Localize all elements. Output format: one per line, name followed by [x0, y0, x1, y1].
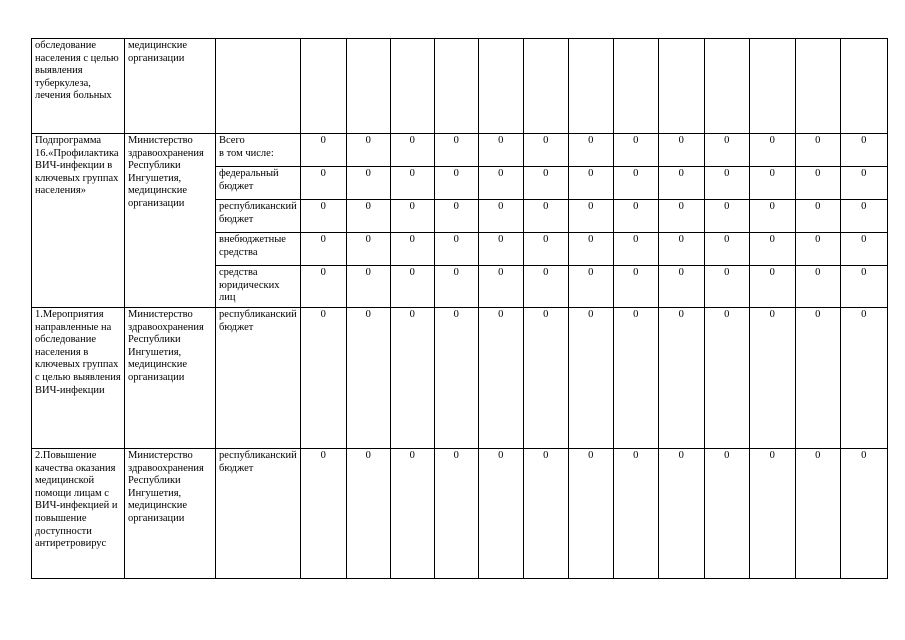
value-cell: 0 — [795, 308, 840, 449]
value-cell: 0 — [568, 308, 613, 449]
value-cell: 0 — [434, 266, 478, 308]
value-cell: 0 — [704, 167, 749, 200]
value-cell: 0 — [658, 233, 704, 266]
value-cell: 0 — [568, 233, 613, 266]
value-cell: 0 — [795, 200, 840, 233]
value-cell: 0 — [840, 308, 887, 449]
value-cell: 0 — [346, 449, 390, 579]
value-cell: 0 — [749, 233, 795, 266]
value-cell — [434, 39, 478, 134]
value-cell: 0 — [390, 266, 434, 308]
executor-cell: Министерство здравоохранения Республики Ингушетия, медицинские организации — [125, 134, 216, 308]
value-cell: 0 — [840, 233, 887, 266]
value-cell: 0 — [749, 308, 795, 449]
executor-cell: Министерство здравоохранения Республики Ингушетия, медицинские организации — [125, 449, 216, 579]
value-cell: 0 — [613, 449, 658, 579]
value-cell: 0 — [346, 308, 390, 449]
value-cell: 0 — [478, 134, 523, 167]
value-cell: 0 — [523, 308, 568, 449]
value-cell — [658, 39, 704, 134]
value-cell: 0 — [704, 233, 749, 266]
value-cell: 0 — [749, 167, 795, 200]
value-cell: 0 — [795, 233, 840, 266]
value-cell: 0 — [795, 167, 840, 200]
value-cell: 0 — [749, 134, 795, 167]
table-row — [32, 39, 888, 134]
program-name-cell: Подпрограмма 16.«Профилактика ВИЧ-инфекции в ключевых группах населения» — [32, 134, 125, 308]
table-row — [32, 308, 888, 449]
value-cell: 0 — [613, 266, 658, 308]
value-cell: 0 — [478, 449, 523, 579]
value-cell: 0 — [658, 449, 704, 579]
value-cell: 0 — [658, 167, 704, 200]
value-cell: 0 — [434, 200, 478, 233]
value-cell: 0 — [613, 134, 658, 167]
value-cell — [749, 39, 795, 134]
value-cell: 0 — [300, 233, 346, 266]
value-cell: 0 — [390, 233, 434, 266]
value-cell: 0 — [613, 167, 658, 200]
value-cell: 0 — [523, 134, 568, 167]
value-cell: 0 — [704, 200, 749, 233]
value-cell: 0 — [840, 266, 887, 308]
value-cell — [613, 39, 658, 134]
value-cell: 0 — [704, 449, 749, 579]
value-cell: 0 — [795, 266, 840, 308]
value-cell: 0 — [478, 167, 523, 200]
value-cell: 0 — [434, 167, 478, 200]
value-cell: 0 — [434, 308, 478, 449]
value-cell: 0 — [523, 233, 568, 266]
value-cell: 0 — [568, 449, 613, 579]
budget-table — [31, 38, 888, 579]
value-cell — [300, 39, 346, 134]
value-cell: 0 — [346, 167, 390, 200]
value-cell — [795, 39, 840, 134]
value-cell: 0 — [390, 167, 434, 200]
table-row — [32, 449, 888, 579]
value-cell: 0 — [658, 266, 704, 308]
value-cell — [840, 39, 887, 134]
value-cell: 0 — [749, 266, 795, 308]
value-cell: 0 — [749, 200, 795, 233]
value-cell: 0 — [704, 266, 749, 308]
value-cell: 0 — [390, 308, 434, 449]
value-cell: 0 — [300, 167, 346, 200]
value-cell: 0 — [346, 134, 390, 167]
program-name-cell: 1.Мероприятия направленные на обследование населения в ключевых группах с целью выявления ВИЧ-инфекции — [32, 308, 125, 449]
value-cell: 0 — [568, 200, 613, 233]
value-cell: 0 — [390, 200, 434, 233]
value-cell: 0 — [658, 200, 704, 233]
value-cell: 0 — [658, 308, 704, 449]
funding-source-cell: внебюджетные средства — [216, 233, 301, 266]
value-cell: 0 — [840, 167, 887, 200]
value-cell: 0 — [434, 134, 478, 167]
value-cell: 0 — [568, 134, 613, 167]
value-cell: 0 — [523, 449, 568, 579]
value-cell: 0 — [346, 233, 390, 266]
value-cell: 0 — [613, 200, 658, 233]
funding-source-cell: Всего в том числе: — [216, 134, 301, 167]
program-name-cell: обследование населения с целью выявления туберкулеза, лечения больных — [32, 39, 125, 134]
value-cell: 0 — [346, 200, 390, 233]
funding-source-cell: федеральный бюджет — [216, 167, 301, 200]
value-cell: 0 — [434, 233, 478, 266]
value-cell: 0 — [478, 266, 523, 308]
value-cell: 0 — [390, 449, 434, 579]
value-cell — [568, 39, 613, 134]
value-cell: 0 — [568, 266, 613, 308]
value-cell: 0 — [658, 134, 704, 167]
program-name-cell: 2.Повышение качества оказания медицинской помощи лицам с ВИЧ-инфекцией и повышение доступности антиретровирус — [32, 449, 125, 579]
value-cell: 0 — [300, 266, 346, 308]
value-cell: 0 — [478, 308, 523, 449]
value-cell: 0 — [300, 308, 346, 449]
value-cell: 0 — [568, 167, 613, 200]
executor-cell: медицинские организации — [125, 39, 216, 134]
value-cell — [704, 39, 749, 134]
value-cell: 0 — [390, 134, 434, 167]
table-row — [32, 134, 888, 167]
value-cell: 0 — [478, 233, 523, 266]
value-cell — [478, 39, 523, 134]
funding-source-cell: республиканский бюджет — [216, 308, 301, 449]
value-cell: 0 — [613, 233, 658, 266]
value-cell: 0 — [704, 308, 749, 449]
value-cell: 0 — [523, 200, 568, 233]
value-cell: 0 — [300, 449, 346, 579]
value-cell: 0 — [523, 266, 568, 308]
value-cell: 0 — [346, 266, 390, 308]
value-cell: 0 — [478, 200, 523, 233]
funding-source-cell: республиканский бюджет — [216, 200, 301, 233]
value-cell: 0 — [613, 308, 658, 449]
executor-cell: Министерство здравоохранения Республики Ингушетия, медицинские организации — [125, 308, 216, 449]
value-cell: 0 — [704, 134, 749, 167]
value-cell — [523, 39, 568, 134]
value-cell: 0 — [840, 200, 887, 233]
value-cell: 0 — [795, 449, 840, 579]
value-cell: 0 — [300, 134, 346, 167]
funding-source-cell: республиканский бюджет — [216, 449, 301, 579]
value-cell: 0 — [840, 449, 887, 579]
value-cell — [346, 39, 390, 134]
value-cell: 0 — [749, 449, 795, 579]
value-cell: 0 — [434, 449, 478, 579]
funding-source-cell: средства юридических лиц — [216, 266, 301, 308]
value-cell: 0 — [795, 134, 840, 167]
value-cell: 0 — [840, 134, 887, 167]
value-cell — [390, 39, 434, 134]
table-body — [32, 39, 888, 579]
value-cell: 0 — [523, 167, 568, 200]
value-cell: 0 — [300, 200, 346, 233]
funding-source-cell — [216, 39, 301, 134]
